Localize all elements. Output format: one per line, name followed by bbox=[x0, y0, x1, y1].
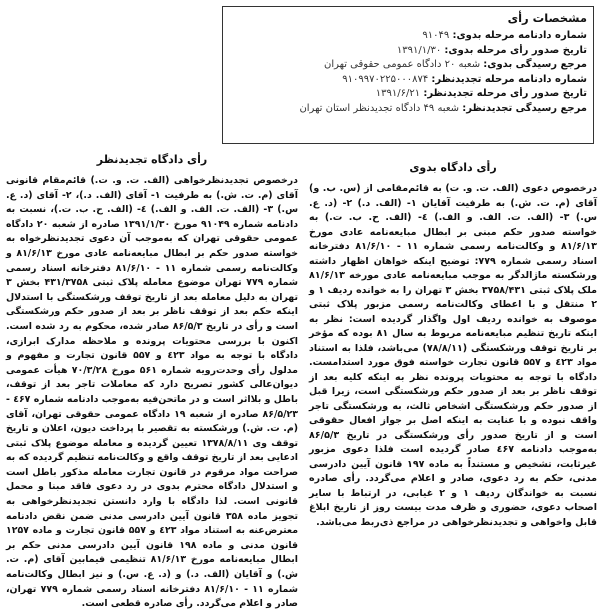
spec-value: ۱۳۹۱/۶/۲۱ bbox=[375, 88, 421, 100]
spec-value: ۹۱۰۴۹ bbox=[422, 30, 450, 41]
spec-value: شعبه ۲۰ دادگاه عمومی حقوقی تهران bbox=[323, 59, 481, 71]
spec-label: مرجع رسیدگی تجدیدنظر: bbox=[462, 102, 587, 114]
badvi-ruling-column bbox=[309, 160, 597, 530]
spec-value: ۹۱۰۹۹۷۰۲۲۵۰۰۰۸۷۴ bbox=[342, 73, 429, 85]
tajdid-ruling-column bbox=[6, 152, 298, 612]
spec-row-badvi-date bbox=[229, 44, 587, 59]
spec-label: تاریخ صدور رأی مرحله تجدیدنظر: bbox=[423, 88, 587, 100]
tajdid-ruling-text: درخصوص تجدیدنظرخواهی (الف. ت. و. ت.) قائم‌مقام قانونی آقای (م. ت. ش.) به طرفیت ۱- آقای (الف. د.)، ۲- آقای (د. ع. س.) ۳- (الف. ت. الف. و الف.) ٤- (الف. ح. ب. ت.)، نسبت به دادنامه شماره ۹۱۰۴۹ مورخ ۱۳۹۱/۱/۳۰ صادره از شعبه ۲۰ دادگاه عمومی حقوقی تهران که به‌موجب آن دعوی تجدیدنظرخواه به خواسته صدور حکم بر ابطال مبایعه‌نامه عادی مورخ ۸۱/۶/۱۳ و وکالت‌نامه رسمی شماره ۱۱ - ۸۱/۶/۱۰ دفترخانه اسناد رسمی شماره ۷۷۹ تهران موضوع معامله پلاک ثبتی ۴۳۱/۳۷۵۸ بخش ۳ تهران به دلیل معامله بعد از تاریخ توقف ورشکستگی با استدلال اینکه حکم بعد از توقف ناظر بر بعد از صدور حکم ورشکستگی است و رأی در تاریخ ۸۶/۵/۳ صادر شده، محکوم به رد شده است. اکنون با بررسی محتویات پرونده و ملاحظه مدارک ابرازی، دادگاه با توجه به مواد ٤۲۳ و ۵۵۷ قانون تجارت و مفهوم و مدلول رأی وحدت‌رویه شماره ۵۶۱ مورخ ۷۰/۳/۲۸ هیأت عمومی دیوان‌عالی کشور تصریح دارد که معاملات تاجر بعد از توقف، باطل و بلااثر است و در ماتحن‌فیه به‌موجب دادنامه شماره ٤۶۷ - ۸۶/۵/۲۳ صادره از شعبه ۱۹ دادگاه عمومی حقوقی تهران، آقای (م. ت. ش.) ورشکسته به تقصیر با پرداخت دیون، اعلان و تاریخ توقف وی ۱۳۷۸/۸/۱۱ تعیین گردیده و معامله موضوع پلاک ثبتی ادعایی بعد از تاریخ توقف واقع و وکالت‌نامه تنظیم گردیده که به صراحت مواد مرقوم در قانون تجارت معامله مذکور باطل است و استدلال دادگاه محترم بدوی در رد دعوی فاقد مبنا و محمل قانونی است. لذا دادگاه با وارد دانستن تجدیدنظرخواهی به تجویز ماده ۳۵۸ قانون آیین دادرسی مدنی ضمن نقض دادنامه معترض‌عنه به استناد مواد ٤۲۳ و ۵۵۷ قانون تجارت و ماده ۱۲۵۷ قانون مدنی و ماده ۱۹۸ قانون آیین دادرسی مدنی حکم بر ابطال مبایعه‌نامه مورخ ۸۱/۶/۱۳ تنظیمی فیمابین آقای (م. ت. ش.) و آقایان (الف. د.) و (د. ع. س.) و نیز ابطال وکالت‌نامه شماره ۱۱ - ۸۱/۶/۱۰ دفترخانه اسناد رسمی شماره ۷۷۹ تهران، صادر و اعلام می‌گردد. رأی صادره قطعی است. bbox=[6, 175, 299, 610]
spec-value: شعبه ۴۹ دادگاه تجدیدنظر استان تهران bbox=[299, 102, 460, 114]
tajdid-ruling-heading: رأی دادگاه تجدیدنظر bbox=[96, 153, 208, 166]
spec-row-badvi-court bbox=[229, 58, 587, 73]
badvi-ruling-heading: رأی دادگاه بدوی bbox=[409, 161, 497, 174]
spec-label: شماره دادنامه مرحله تجدیدنظر: bbox=[431, 73, 587, 85]
badvi-ruling-text: درخصوص دعوی (الف. ت. و. ت) به قائم‌مقامی از (س. ب. و) آقای (م. ت. ش.) به طرفیت آقایان ۱- (الف. د.) ۲- (د. ع. س.) ۳- (الف. ت. الف. و الف.) ٤- (الف. ح. ب. ت.) به خواسته صدور حکم مبنی بر ابطال مبایعه‌نامه عادی مورخ ۸۱/۶/۱۳ و وکالت‌نامه رسمی شماره ۱۱ - ۸۱/۶/۱۰ دفترخانه اسناد رسمی شماره ۷۷۹: توضیح اینکه خواهان اظهار داشته ورشکسته ماژالدگر به موجب مبایعه‌نامه عادی مورخه ۸۱/۶/۱۳ ملک پلاک ثبتی ۳۷۵۸/۴۳۱ بخش ۳ تهران را به خوانده ردیف ۱ و ۲ منتقل و با اعطای وکالت‌نامه رسمی مزبور پلاک ثبتی موصوف به خوانده ردیف اول واگذار گردیده است: نظر به اینکه تاریخ تنظیم مبایعه‌نامه مربوط به سال ۸۱ بوده که مؤخر بر تاریخ توقف ورشکستگی (۷۸/۸/۱۱) می‌باشد، فلذا به استناد مواد ٤۲۳ و ۵۵۷ قانون تجارت خواسته فوق مورد استدامست. دادگاه با توجه به محتویات پرونده نظر به اینکه کلیه بعد از توقف ناظر بر بعد از صدور حکم ورشکستگی است، زیرا قبل از صدور حکم ورشکستگی اشخاص ثالث، به ورشکستگی تاجر واقف نبوده و با عنایت به اینکه اصل بر جواز افعال حقوقی است و از تاریخ صدور رأی ورشکستگی در تاریخ ۸۶/۵/۳ به‌موجب دادنامه ٤۶۷ صادر گردیده است فلذا دعوی مزبور غیرثابت، تشخیص و مستنداً به ماده ۱۹۷ قانون آیین دادرسی مدنی، حکم به رد دعوی، صادر و اعلام می‌گردد. رأی صادره نسبت به خواندگان ردیف ۱ و ۲ غیابی، در ارتباط با سایر اصحاب دعوی، حضوری و ظرف مدت بیست روز از تاریخ ابلاغ قابل واخواهی و تجدیدنظرخواهی در مراجع ذی‌ربط می‌باشد. bbox=[309, 183, 598, 528]
specs-title: مشخصات رأی bbox=[507, 11, 587, 25]
case-specs-box bbox=[222, 6, 594, 144]
spec-row-tajdid-court bbox=[229, 102, 587, 117]
spec-label: تاریخ صدور رأی مرحله بدوی: bbox=[444, 44, 587, 56]
spec-row-tajdid-number bbox=[229, 73, 587, 88]
spec-label: مرجع رسیدگی بدوی: bbox=[483, 59, 587, 71]
spec-row-badvi-number bbox=[229, 29, 587, 44]
spec-label: شماره دادنامه مرحله بدوی: bbox=[452, 30, 587, 41]
spec-value: ۱۳۹۱/۱/۳۰ bbox=[396, 44, 442, 56]
spec-row-tajdid-date bbox=[229, 87, 587, 102]
